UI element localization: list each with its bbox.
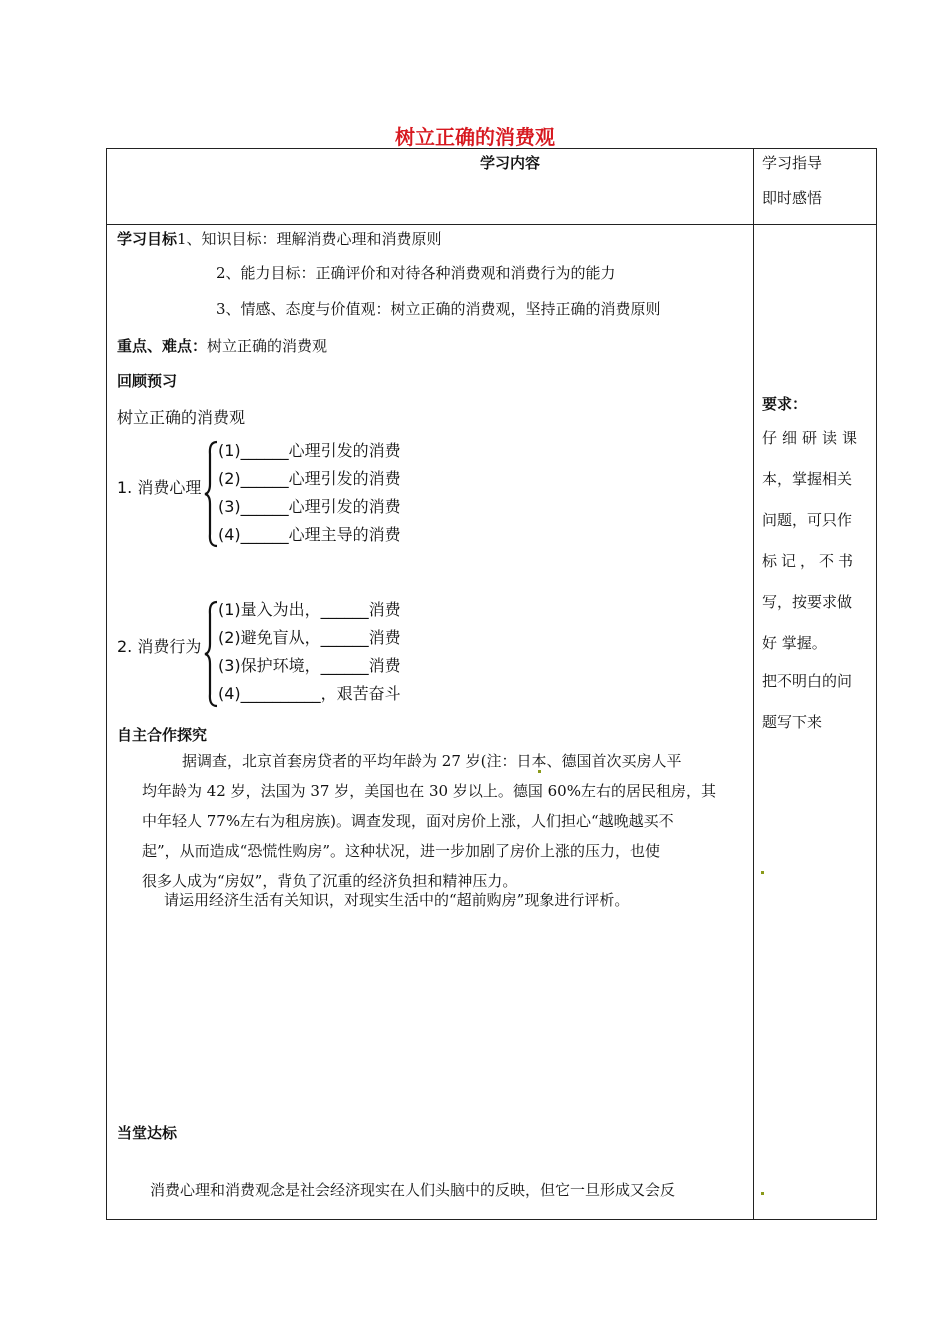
header-content: 学习内容 bbox=[480, 154, 541, 172]
requirement-label: 要求： bbox=[762, 395, 808, 413]
question-note bbox=[762, 661, 870, 743]
key-points-text: 树立正确的消费观 bbox=[207, 337, 328, 355]
psychology-item: (3)______心理引发的消费 bbox=[218, 497, 401, 516]
goals-label: 学习目标 bbox=[117, 230, 178, 248]
review-topic: 树立正确的消费观 bbox=[117, 408, 246, 427]
requirement-line: 本，掌握相关 bbox=[762, 470, 853, 488]
explore-heading: 自主合作探究 bbox=[117, 726, 208, 744]
requirement-line: 标记，不书 bbox=[762, 552, 858, 570]
column-divider bbox=[753, 148, 754, 1220]
page-title: 树立正确的消费观 bbox=[395, 125, 555, 149]
goal-item-3: 3、情感、态度与价值观：树立正确的消费观，坚持正确的消费原则 bbox=[216, 300, 661, 318]
header-reflection: 即时感悟 bbox=[762, 189, 823, 207]
explore-line: 均年龄为 42 岁，法国为 37 岁，美国也在 30 岁以上。德国 60%左右的居民租房，其 bbox=[142, 782, 716, 800]
goal-item-2: 2、能力目标：正确评价和对待各种消费观和消费行为的能力 bbox=[216, 264, 616, 282]
requirement-line: 仔细研读课 bbox=[762, 429, 863, 447]
psychology-label: 1. 消费心理 bbox=[117, 478, 202, 497]
header-guide: 学习指导 bbox=[762, 154, 823, 172]
explore-passage bbox=[142, 746, 747, 896]
behavior-item: (2)避免盲从，______消费 bbox=[218, 628, 401, 647]
psychology-item: (1)______心理引发的消费 bbox=[218, 441, 401, 460]
psychology-brace bbox=[204, 440, 218, 548]
mark-dot bbox=[761, 1192, 764, 1195]
explore-line: 中年轻人 77%左右为租房族)。调查发现，面对房价上涨，人们担心“越晚越买不 bbox=[142, 812, 674, 830]
behavior-brace bbox=[204, 600, 218, 708]
goal-item-1: 1、知识目标：理解消费心理和消费原则 bbox=[177, 230, 442, 248]
mark-dot bbox=[761, 871, 764, 874]
psychology-item: (4)______心理主导的消费 bbox=[218, 525, 401, 544]
requirement-text bbox=[762, 418, 870, 664]
explore-line: 起”，从而造成“恐慌性购房”。这种状况，进一步加剧了房价上涨的压力，也使 bbox=[142, 842, 661, 860]
key-points-label: 重点、难点： bbox=[117, 337, 208, 355]
explore-line: 据调查，北京首套房贷者的平均年龄为 27 岁(注：日本、德国首次买房人平 bbox=[182, 752, 682, 770]
requirement-line: 问题，可只作 bbox=[762, 511, 853, 529]
question-note-line: 把不明白的问 bbox=[762, 672, 853, 690]
behavior-item: (4)__________，艰苦奋斗 bbox=[218, 684, 401, 703]
psychology-item: (2)______心理引发的消费 bbox=[218, 469, 401, 488]
behavior-label: 2. 消费行为 bbox=[117, 637, 202, 656]
practice-heading: 当堂达标 bbox=[117, 1124, 178, 1142]
goal-line-1 bbox=[117, 229, 442, 249]
explore-question: 请运用经济生活有关知识，对现实生活中的“超前购房”现象进行评析。 bbox=[164, 891, 630, 909]
explore-line: 很多人成为“房奴”，背负了沉重的经济负担和精神压力。 bbox=[142, 872, 518, 890]
behavior-item: (1)量入为出，______消费 bbox=[218, 600, 401, 619]
practice-text: 消费心理和消费观念是社会经济现实在人们头脑中的反映，但它一旦形成又会反 bbox=[150, 1181, 676, 1199]
requirement-line: 写，按要求做 bbox=[762, 593, 853, 611]
mark-dot bbox=[538, 770, 541, 773]
question-note-line: 题写下来 bbox=[762, 713, 823, 731]
key-points bbox=[117, 336, 327, 356]
review-heading: 回顾预习 bbox=[117, 372, 178, 390]
header-divider bbox=[106, 224, 877, 225]
requirement-line: 好 掌握。 bbox=[762, 634, 827, 652]
behavior-item: (3)保护环境，______消费 bbox=[218, 656, 401, 675]
